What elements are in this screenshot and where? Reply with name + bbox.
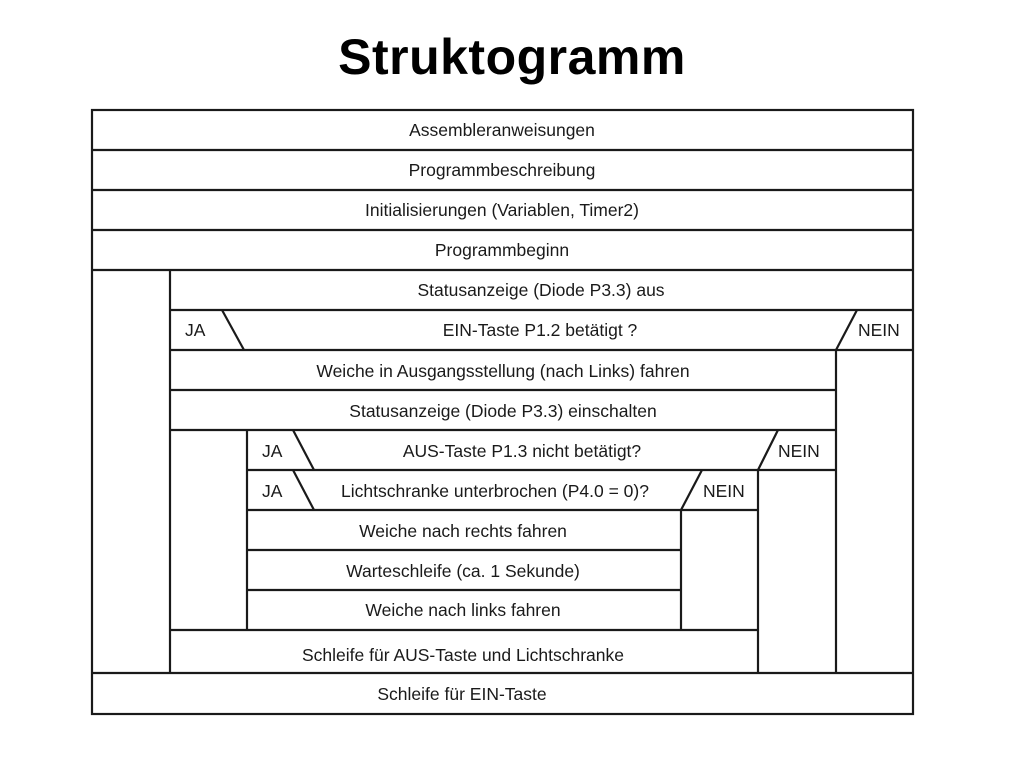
decision-aus-left-diagonal: [293, 430, 314, 470]
block-weiche-rechts: Weiche nach rechts fahren: [359, 521, 567, 541]
decision-ein-left-diagonal: [222, 310, 244, 350]
decision-aus-no-label: NEIN: [778, 441, 820, 461]
block-initialisierungen: Initialisierungen (Variablen, Timer2): [365, 200, 639, 220]
decision-ein-no-label: NEIN: [858, 320, 900, 340]
loop-aus-footer: Schleife für AUS-Taste und Lichtschranke: [302, 645, 624, 665]
decision-licht-yes-label: JA: [262, 481, 283, 501]
decision-aus-yes-label: JA: [262, 441, 283, 461]
decision-ein-right-diagonal: [836, 310, 857, 350]
decision-ein-yes-label: JA: [185, 320, 206, 340]
decision-licht-right-diagonal: [681, 470, 702, 510]
block-weiche-ausgangsstellung: Weiche in Ausgangsstellung (nach Links) fahren: [316, 361, 690, 381]
block-statusanzeige-ein: Statusanzeige (Diode P3.3) einschalten: [349, 401, 657, 421]
decision-licht-left-diagonal: [293, 470, 314, 510]
page-title: Struktogramm: [338, 29, 686, 85]
decision-aus-condition: AUS-Taste P1.3 nicht betätigt?: [402, 441, 642, 461]
block-programmbeginn: Programmbeginn: [434, 240, 570, 260]
block-programmbeschreibung: Programmbeschreibung: [408, 160, 596, 180]
decision-ein-condition: EIN-Taste P1.2 betätigt ?: [442, 320, 638, 340]
decision-aus-right-diagonal: [758, 430, 778, 470]
block-warteschleife: Warteschleife (ca. 1 Sekunde): [346, 561, 580, 581]
loop-ein-footer: Schleife für EIN-Taste: [377, 684, 547, 704]
block-assembleranweisungen: Assembleranweisungen: [409, 120, 595, 140]
decision-licht-condition: Lichtschranke unterbrochen (P4.0 = 0)?: [341, 481, 649, 501]
decision-licht-no-label: NEIN: [703, 481, 745, 501]
block-weiche-links: Weiche nach links fahren: [365, 600, 561, 620]
block-statusanzeige-aus: Statusanzeige (Diode P3.3) aus: [417, 280, 665, 300]
